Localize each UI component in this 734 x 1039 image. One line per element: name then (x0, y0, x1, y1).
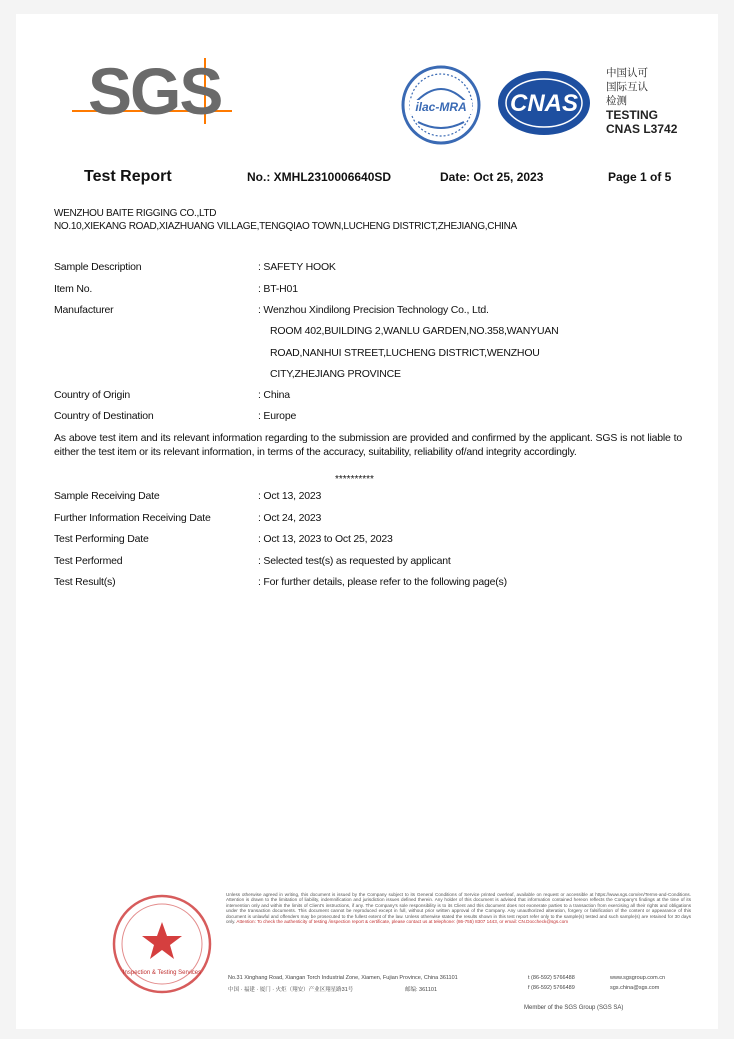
field-label: Further Information Receiving Date (54, 512, 211, 524)
cert-cn-line-3: 检测 (606, 95, 627, 107)
authenticity-notice: Attention: To check the authenticity of testing /inspection report & certificate, please contact us at telephone: (86-755) 8307 1443, or email: CN.Doccheck@sgs.com (236, 919, 569, 925)
cert-cn-line-2: 国际互认 (606, 81, 648, 93)
footer-postcode-cn: 邮编: 361101 (405, 987, 438, 993)
footer-fax: f (86-592) 5766489 (528, 985, 575, 991)
accreditation-text (606, 66, 677, 136)
sgs-logo (72, 52, 242, 130)
cnas-label: CNAS (509, 90, 579, 117)
field-value: : Oct 13, 2023 to Oct 25, 2023 (258, 533, 393, 545)
disclaimer-body: Unless otherwise agreed in writing, this document is issued by the Company subject to its General Conditions of Service printed overleaf, available on request or accessible at https://www.sgs.com/en/Terms-and-Conditions. Attention is drawn to the limitation of liability, indemnification and jurisdiction issues defined therein. Any holder of this document is advised that information contained hereon reflects the Company's findings at the time of its intervention only and within the limits of Client's instructions, if any. The Company's sole responsibility is to its Client and this document does not exonerate parties to a transaction from exercising all their rights and obligations under the transaction documents. This document cannot be reproduced except in full, without prior written approval of the Company. Any unauthorized alteration, forgery or falsification of the content or appearance of this document is unlawful and offenders may be prosecuted to the fullest extent of the law. Unless otherwise stated the results shown in this test report refer only to the sample(s) tested and such sample(s) are retained for 30 days only. (226, 892, 691, 925)
manufacturer-address-line: ROAD,NANHUI STREET,LUCHENG DISTRICT,WENZHOU (270, 347, 540, 359)
report-title: Test Report (84, 168, 172, 185)
applicant-address: NO.10,XIEKANG ROAD,XIAZHUANG VILLAGE,TENGQIAO TOWN,LUCHENG DISTRICT,ZHEJIANG,CHINA (54, 221, 517, 232)
field-value: : For further details, please refer to the following page(s) (258, 576, 507, 588)
report-number: No.: XMHL2310006640SD (247, 170, 392, 184)
sgs-member-note: Member of the SGS Group (SGS SA) (524, 1005, 624, 1011)
field-label: Test Performing Date (54, 533, 149, 545)
ilac-mra-icon (400, 64, 482, 146)
manufacturer-address-line: CITY,ZHEJIANG PROVINCE (270, 368, 401, 380)
field-value: : Europe (258, 410, 297, 422)
cert-cn-line-1: 中国认可 (606, 67, 648, 79)
footer-address-cn: 中国 · 福建 · 厦门 · 火炬（翔安）产业区翔星路31号 (228, 987, 354, 993)
field-label: Test Performed (54, 555, 123, 567)
liability-statement: As above test item and its relevant information regarding to the submission are provided and confirmed by the applicant. SGS is not liable to either the test item or its relevant information, in terms of the accuracy, suitability, reliability of/and integrity accordingly. (54, 432, 682, 458)
report-date: Date: Oct 25, 2023 (440, 170, 544, 184)
field-value: : Oct 24, 2023 (258, 512, 322, 524)
applicant-block (54, 207, 517, 233)
company-seal-icon (110, 892, 214, 996)
field-label: Test Result(s) (54, 576, 116, 588)
field-label: Manufacturer (54, 304, 114, 316)
footer-email-link[interactable]: sgs.china@sgs.com (610, 985, 660, 991)
field-label: Item No. (54, 283, 93, 295)
cert-testing: TESTING (606, 108, 659, 122)
field-label: Sample Receiving Date (54, 490, 160, 502)
field-label: Country of Destination (54, 410, 154, 422)
field-label: Sample Description (54, 261, 142, 273)
ilac-label: ilac-MRA (415, 100, 467, 114)
separator: ********** (335, 474, 374, 485)
footer-website-link[interactable]: www.sgsgroup.com.cn (610, 975, 666, 981)
field-value: : BT-H01 (258, 283, 298, 295)
footer-tel: t (86-592) 5766488 (528, 975, 575, 981)
page-number: Page 1 of 5 (608, 170, 672, 184)
field-value: : SAFETY HOOK (258, 261, 336, 273)
footer-address-en: No.31 Xinghang Road, Xiangan Torch Industrial Zone, Xiamen, Fujian Province, China 361101 (228, 975, 458, 981)
field-value: : China (258, 389, 290, 401)
field-label: Country of Origin (54, 389, 130, 401)
field-value: : Selected test(s) as requested by applicant (258, 555, 451, 567)
cert-cnas-number: CNAS L3742 (606, 122, 678, 136)
seal-text: Inspection & Testing Services (122, 970, 202, 976)
sgs-logo-text: SGS (88, 54, 222, 128)
disclaimer-text (226, 892, 691, 924)
manufacturer-address-line: ROOM 402,BUILDING 2,WANLU GARDEN,NO.358,WANYUAN (270, 325, 559, 337)
field-value: : Wenzhou Xindilong Precision Technology Co., Ltd. (258, 304, 489, 316)
cnas-logo-icon (496, 68, 592, 138)
applicant-name: WENZHOU BAITE RIGGING CO.,LTD (54, 208, 217, 219)
field-value: : Oct 13, 2023 (258, 490, 322, 502)
